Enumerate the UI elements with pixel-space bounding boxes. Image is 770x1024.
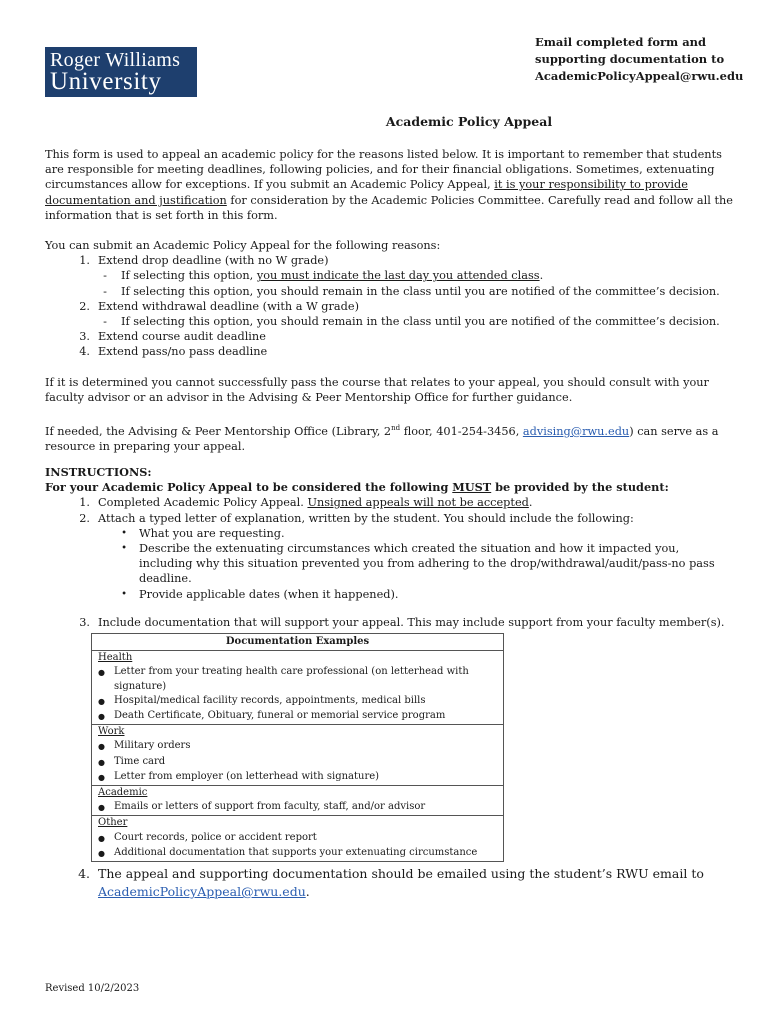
list-item xyxy=(98,665,499,693)
list-item xyxy=(98,755,499,770)
list-item xyxy=(98,709,499,724)
advising-email-link[interactable]: advising@rwu.edu xyxy=(522,424,630,438)
reasons-lead: You can submit an Academic Policy Appeal for the following reasons: xyxy=(45,239,441,252)
bullet-marker: ● xyxy=(98,803,105,813)
bullet-text: What you are requesting. xyxy=(139,526,285,540)
section-heading: Academic xyxy=(98,787,148,799)
instruction-number: 1. xyxy=(79,496,90,510)
intro-text-2: for consideration by the Academic Policies Committee. Carefully read and follow all the information that is set forth in this form. xyxy=(45,193,733,222)
reasons-section xyxy=(45,238,735,360)
list-item xyxy=(98,831,499,846)
instruction-number: 3. xyxy=(79,615,90,629)
instruction-number: 4. xyxy=(78,866,90,881)
dash-marker: - xyxy=(103,284,107,298)
work-section xyxy=(92,724,503,785)
instruction-text: Attach a typed letter of explanation, written by the student. You should include the following: xyxy=(98,511,634,525)
instruction-text: The appeal and supporting documentation should be emailed using the student’s RWU email to xyxy=(98,866,704,881)
instruction-item-4 xyxy=(45,865,735,901)
header-email-line-1: Email completed form and xyxy=(535,35,707,49)
bullet-marker: ● xyxy=(98,848,105,858)
item-text: Time card xyxy=(114,755,166,767)
dash-marker: - xyxy=(103,315,107,329)
reason-subitem xyxy=(45,284,735,299)
bullet-marker: ● xyxy=(98,742,105,752)
advising-text-3: ) can serve as a resource in preparing your appeal. xyxy=(45,424,719,453)
item-text: Military orders xyxy=(114,740,191,752)
list-item xyxy=(98,694,499,709)
item-text: Hospital/medical facility records, appointments, medical bills xyxy=(114,694,426,706)
page-title: Academic Policy Appeal xyxy=(385,114,553,129)
other-section xyxy=(92,815,503,861)
reason-text: Extend drop deadline (with no W grade) xyxy=(98,254,329,268)
bullet-marker: • xyxy=(121,588,127,600)
subitem-text: If selecting this option, you should remain in the class until you are notified of the committee’s decision. xyxy=(121,315,720,329)
list-item xyxy=(98,770,499,785)
list-item xyxy=(98,800,499,815)
instruction-item xyxy=(45,615,735,630)
instruction-punct: . xyxy=(528,496,533,510)
rwu-logo xyxy=(45,47,197,97)
reason-text: Extend pass/no pass deadline xyxy=(98,345,268,359)
instruction-punct: . xyxy=(305,884,310,899)
intro-text-1: This form is used to appeal an academic policy for the reasons listed below. It is important to remember that students are responsible for meeting deadlines, following policies, and for their financial obligations. Sometimes, extenuating circumstances allow for exceptions. If you submit an Academic Policy Appeal, xyxy=(45,148,722,192)
appeal-email-link[interactable]: AcademicPolicyAppeal@rwu.edu xyxy=(98,884,306,899)
reason-item xyxy=(45,344,735,359)
instruction-bullet xyxy=(45,541,735,587)
reason-text: Extend withdrawal deadline (with a W grade) xyxy=(98,299,359,313)
subheading-must: MUST xyxy=(452,480,492,495)
advising-sup: nd xyxy=(391,424,401,432)
header-email-note xyxy=(535,34,755,85)
list-item xyxy=(98,739,499,754)
advising-text-2: floor, 401-254-3456, xyxy=(400,424,523,438)
reason-number: 4. xyxy=(79,345,90,359)
reason-subitem xyxy=(45,314,735,329)
advising-paragraph xyxy=(45,421,735,454)
item-text: Court records, police or accident report xyxy=(114,831,317,843)
subheading-text-1: For your Academic Policy Appeal to be considered the following xyxy=(45,480,453,495)
reason-number: 1. xyxy=(79,254,90,268)
instruction-bullet xyxy=(45,587,735,602)
logo-line-1: Roger Williams xyxy=(50,49,181,71)
subitem-text: If selecting this option, xyxy=(121,269,257,283)
reason-number: 2. xyxy=(79,299,90,313)
bullet-marker: ● xyxy=(98,833,105,843)
logo-line-2: University xyxy=(50,68,162,95)
list-item xyxy=(98,846,499,861)
item-text: Death Certificate, Obituary, funeral or memorial service program xyxy=(114,710,446,722)
section-heading: Work xyxy=(98,726,125,738)
subitem-punct: . xyxy=(539,269,544,283)
consult-paragraph: If it is determined you cannot successfully pass the course that relates to your appeal, you should consult with your faculty advisor or an advisor in the Advising & Peer Mentorship Office for further guidance. xyxy=(45,376,709,405)
header-email-line-2: supporting documentation to xyxy=(535,52,725,66)
subitem-underlined: you must indicate the last day you attended class xyxy=(256,269,540,283)
bullet-marker: ● xyxy=(98,757,105,767)
reason-subitem xyxy=(45,268,735,283)
instructions-heading: INSTRUCTIONS: xyxy=(45,465,152,479)
bullet-marker: ● xyxy=(98,668,105,678)
bullet-marker: ● xyxy=(98,772,105,782)
section-heading: Other xyxy=(98,817,128,829)
header-email-address: AcademicPolicyAppeal@rwu.edu xyxy=(535,69,744,83)
documentation-examples-table xyxy=(91,633,504,862)
bullet-text: Describe the extenuating circumstances which created the situation and how it impacted you, including why this situation prevented you from adhering to the drop/withdrawal/audit/pass-no pass deadline. xyxy=(139,542,715,586)
subheading-text-2: be provided by the student: xyxy=(491,480,669,495)
reason-item xyxy=(45,329,735,344)
reason-text: Extend course audit deadline xyxy=(98,330,266,344)
table-header: Documentation Examples xyxy=(92,634,503,651)
health-section xyxy=(92,651,503,724)
subitem-text: If selecting this option, you should remain in the class until you are notified of the committee’s decision. xyxy=(121,284,720,298)
revision-date: Revised 10/2/2023 xyxy=(45,983,140,994)
instructions-subheading xyxy=(45,480,735,495)
intro-underlined: it is your responsibility to provide documentation and justification xyxy=(45,178,688,207)
instruction-text: Include documentation that will support your appeal. This may include support from your faculty member(s). xyxy=(98,615,725,629)
instruction-text: Completed Academic Policy Appeal. xyxy=(98,496,308,510)
intro-paragraph xyxy=(45,147,735,223)
dash-marker: - xyxy=(103,269,107,283)
instructions-section xyxy=(45,465,735,630)
instruction-item xyxy=(45,511,735,526)
item-text: Letter from your treating health care professional (on letterhead with signature) xyxy=(114,666,469,692)
instruction-underlined: Unsigned appeals will not be accepted xyxy=(307,496,529,510)
item-text: Emails or letters of support from faculty, staff, and/or advisor xyxy=(114,801,426,813)
section-heading: Health xyxy=(98,652,133,664)
bullet-marker: ● xyxy=(98,712,105,722)
advising-text-1: If needed, the Advising & Peer Mentorship Office (Library, 2 xyxy=(45,424,392,438)
academic-section xyxy=(92,785,503,815)
item-text: Letter from employer (on letterhead with signature) xyxy=(114,770,380,782)
item-text: Additional documentation that supports your extenuating circumstance xyxy=(114,846,478,858)
bullet-marker: ● xyxy=(98,696,105,706)
instruction-number: 2. xyxy=(79,511,90,525)
reason-number: 3. xyxy=(79,330,90,344)
instruction-item xyxy=(45,495,735,510)
reason-item xyxy=(45,253,735,268)
instruction-bullet xyxy=(45,526,735,541)
bullet-marker: • xyxy=(121,543,127,555)
reason-item xyxy=(45,299,735,314)
bullet-marker: • xyxy=(121,527,127,539)
bullet-text: Provide applicable dates (when it happened). xyxy=(139,587,399,601)
